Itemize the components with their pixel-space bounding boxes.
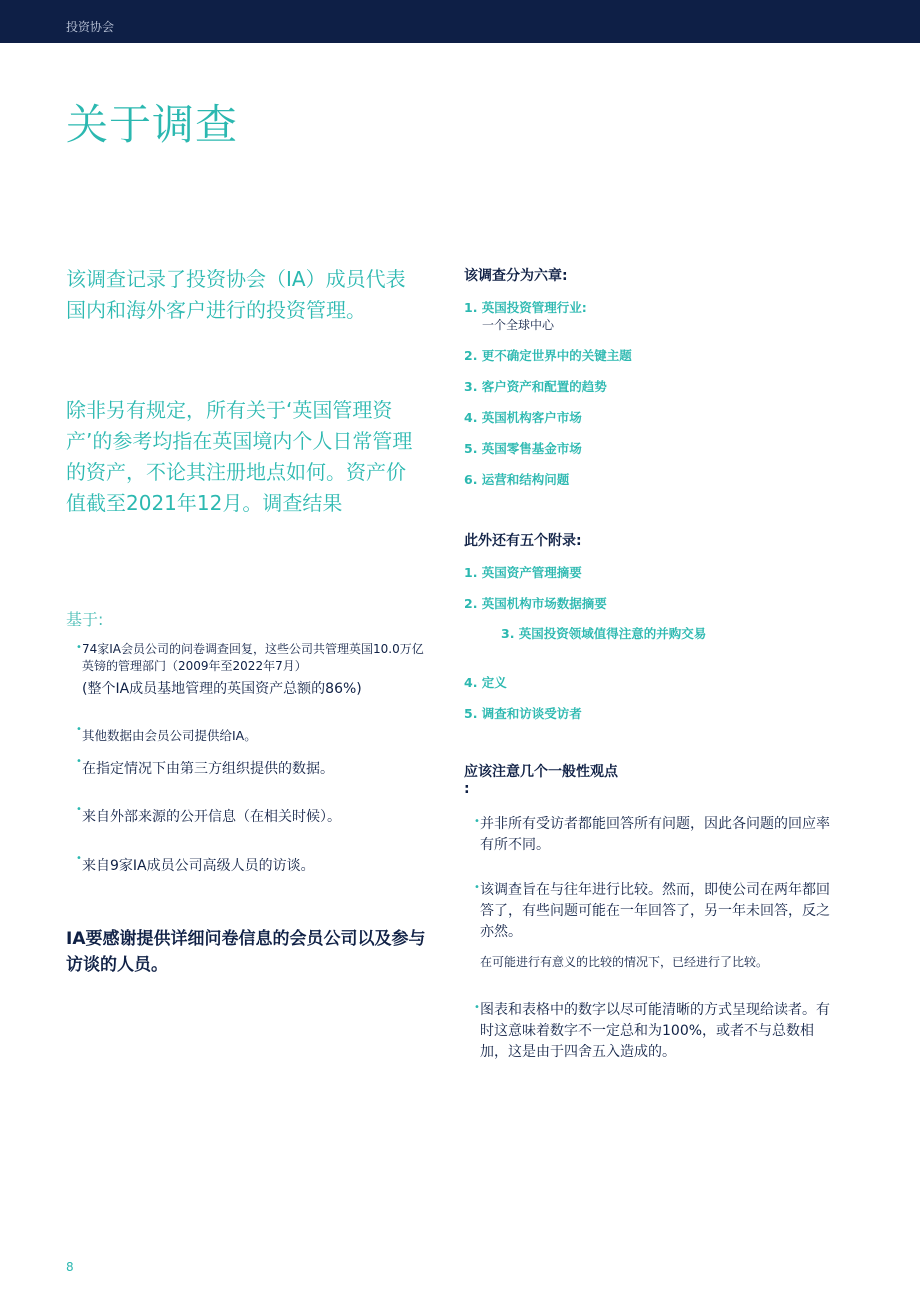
general-point-item: • 并非所有受访者都能回答所有问题，因此各问题的回应率有所不同。 xyxy=(474,814,839,856)
chapter-item: 2. 更不确定世界中的关键主题 xyxy=(464,348,632,363)
chapter-item: 3. 客户资产和配置的趋势 xyxy=(464,379,607,394)
bullet-dot-icon: • xyxy=(76,756,82,767)
header-brand: 投资协会 xyxy=(66,20,115,34)
header-bar xyxy=(0,0,920,43)
chapter-subtitle: 一个全球中心 xyxy=(482,318,555,332)
based-on-item-extra: (整个IA成员基地管理的英国资产总额的86%) xyxy=(82,681,362,697)
appendix-item: 3. 英国投资领域值得注意的并购交易 xyxy=(501,626,707,641)
general-point-item: • 该调查旨在与往年进行比较。然而，即使公司在两年都回答了，有些问题可能在一年回答了，另一年未回答，反之亦然。 xyxy=(474,880,839,943)
intro-paragraph-1: 该调查记录了投资协会（IA）成员代表国内和海外客户进行的投资管理。 xyxy=(66,267,406,322)
based-on-item: • 74家IA会员公司的问卷调查回复，这些公司共管理英国10.0万亿 英镑的管理部门（2009年至2022年7月） xyxy=(76,641,424,675)
chapter-item: 6. 运营和结构问题 xyxy=(464,472,570,487)
based-on-label: 基于: xyxy=(66,610,104,629)
chapter-item: 5. 英国零售基金市场 xyxy=(464,441,582,456)
general-point-item: • 图表和表格中的数字以尽可能清晰的方式呈现给读者。有时这意味着数字不一定总和为100%，或者不与总数相加，这是由于四舍五入造成的。 xyxy=(474,1000,839,1063)
based-on-item: • 在指定情况下由第三方组织提供的数据。 xyxy=(76,756,334,777)
bullet-dot-icon: • xyxy=(76,804,82,815)
based-on-item: • 其他数据由会员公司提供给IA。 xyxy=(76,724,257,743)
chapter-item: 4. 英国机构客户市场 xyxy=(464,410,582,425)
bullet-dot-icon: • xyxy=(76,853,82,864)
page-title: 关于调查 xyxy=(66,100,239,149)
general-points-heading: 应该注意几个一般性观点 : xyxy=(464,764,618,797)
appendix-item: 4. 定义 xyxy=(464,675,507,690)
bullet-dot-icon: • xyxy=(76,642,82,653)
chapters-heading: 该调查分为六章: xyxy=(464,268,568,284)
appendix-item: 1. 英国资产管理摘要 xyxy=(464,565,582,580)
appendix-item: 5. 调查和访谈受访者 xyxy=(464,706,582,721)
acknowledgement-text: IA要感谢提供详细问卷信息的会员公司以及参与访谈的人员。 xyxy=(66,929,426,975)
appendix-item: 2. 英国机构市场数据摘要 xyxy=(464,596,607,611)
chapter-item: 1. 英国投资管理行业: xyxy=(464,300,587,315)
bullet-dot-icon: • xyxy=(474,882,480,893)
appendices-heading: 此外还有五个附录: xyxy=(464,533,582,549)
bullet-dot-icon: • xyxy=(474,816,480,827)
general-point-extra: 在可能进行有意义的比较的情况下，已经进行了比较。 xyxy=(480,955,769,969)
page-number: 8 xyxy=(66,1260,74,1274)
bullet-dot-icon: • xyxy=(474,1002,480,1013)
based-on-item: • 来自9家IA成员公司高级人员的访谈。 xyxy=(76,853,315,874)
intro-paragraph-2: 除非另有规定，所有关于‘英国管理资产’的参考均指在英国境内个人日常管理的资产，不论其注册地点如何。资产价值截至2021年12月。调查结果 xyxy=(66,398,413,515)
bullet-dot-icon: • xyxy=(76,724,82,735)
based-on-item: • 来自外部来源的公开信息（在相关时候）。 xyxy=(76,804,341,825)
